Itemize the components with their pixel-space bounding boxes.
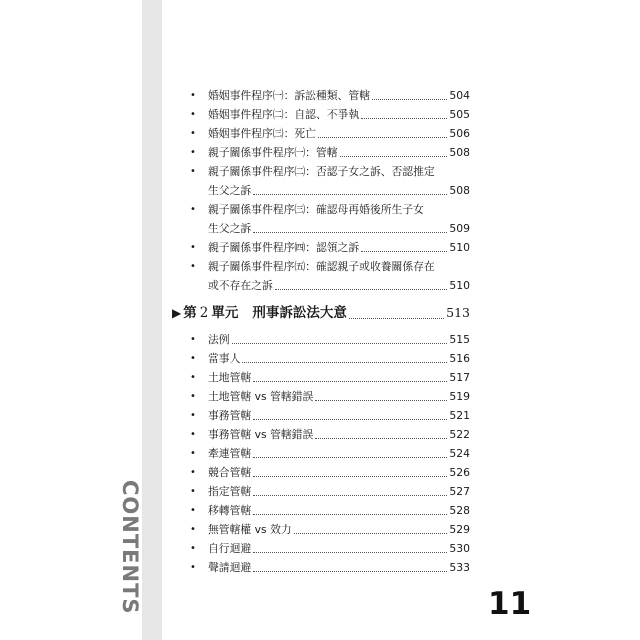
leader-dots <box>340 156 448 157</box>
toc-entry[interactable] <box>190 368 470 387</box>
toc-entry-label: 親子關係事件程序㈤：確認親子或收養關係存在 <box>208 260 435 273</box>
bullet-icon: • <box>190 372 196 383</box>
toc-entry[interactable] <box>190 406 470 425</box>
toc-entry[interactable] <box>190 482 470 501</box>
bullet-icon: • <box>190 166 196 177</box>
toc-entry-label: 牽連管轄 <box>208 447 252 460</box>
toc-entry-label: 親子關係事件程序㈡：否認子女之訴、否認推定 <box>208 165 435 178</box>
toc-entry-page: 526 <box>449 466 470 479</box>
page-number: 11 <box>488 586 532 622</box>
toc-entry-page: 505 <box>449 108 470 121</box>
bullet-icon: • <box>190 410 196 421</box>
bullet-icon: • <box>190 543 196 554</box>
toc-entry-page: 521 <box>449 409 470 422</box>
toc-entry-page: 508 <box>449 146 470 159</box>
toc-entry-page: 522 <box>449 428 470 441</box>
section-title: 刑事訴訟法大意 <box>252 305 347 321</box>
toc-entry-label-cont: 生父之訴 <box>208 184 252 197</box>
leader-dots <box>361 118 447 119</box>
bullet-icon: • <box>190 467 196 478</box>
section-suffix: 單元 <box>211 305 239 321</box>
bullet-icon: • <box>190 353 196 364</box>
leader-dots <box>242 362 447 363</box>
toc-entry[interactable] <box>190 539 470 558</box>
leader-dots <box>253 476 447 477</box>
bullet-icon: • <box>190 128 196 139</box>
leader-dots <box>318 137 447 138</box>
bullet-icon: • <box>190 90 196 101</box>
section-number: 2 <box>199 305 209 321</box>
section-prefix: 第 <box>183 305 197 321</box>
toc-entry-page: 508 <box>449 184 470 197</box>
toc-entry-page: 524 <box>449 447 470 460</box>
bullet-icon: • <box>190 486 196 497</box>
bullet-icon: • <box>190 391 196 402</box>
bullet-icon: • <box>190 147 196 158</box>
toc-entry-page: 533 <box>449 561 470 574</box>
toc-entry-page: 527 <box>449 485 470 498</box>
leader-dots <box>315 438 447 439</box>
toc-entry-label: 土地管轄 vs 管轄錯誤 <box>208 390 314 403</box>
toc-entry[interactable] <box>190 444 470 463</box>
toc-entry-label: 事務管轄 vs 管轄錯誤 <box>208 428 314 441</box>
leader-dots <box>361 251 447 252</box>
toc-entry-label: 親子關係事件程序㈣：認領之訴 <box>208 241 360 254</box>
toc-list-top <box>190 86 470 295</box>
toc-entry-page: 519 <box>449 390 470 403</box>
toc-entry-label: 事務管轄 <box>208 409 252 422</box>
toc-entry-label: 親子關係事件程序㈢：確認母再婚後所生子女 <box>208 203 424 216</box>
toc-entry[interactable] <box>190 143 470 162</box>
bullet-icon: • <box>190 334 196 345</box>
bullet-icon: • <box>190 562 196 573</box>
triangle-right-icon: ▶ <box>172 306 182 320</box>
leader-dots <box>232 343 448 344</box>
toc-entry-page: 515 <box>449 333 470 346</box>
toc-entry-page: 510 <box>449 241 470 254</box>
toc-entry[interactable] <box>190 349 470 368</box>
leader-dots <box>294 533 448 534</box>
toc-entry-page: 529 <box>449 523 470 536</box>
toc-entry[interactable] <box>190 520 470 539</box>
toc-entry[interactable] <box>190 501 470 520</box>
leader-dots <box>253 419 447 420</box>
toc-entry-label: 婚姻事件程序㈡：自認、不爭執 <box>208 108 360 121</box>
section-page: 513 <box>446 305 470 320</box>
leader-dots <box>349 318 444 319</box>
toc-entry-label: 婚姻事件程序㈢：死亡 <box>208 127 316 140</box>
toc-entry-label: 自行迴避 <box>208 542 252 555</box>
bullet-icon: • <box>190 242 196 253</box>
contents-label-text: CONTENTS <box>118 480 142 615</box>
section-heading[interactable] <box>172 302 470 324</box>
toc-entry[interactable] <box>190 387 470 406</box>
toc-entry-label: 親子關係事件程序㈠：管轄 <box>208 146 338 159</box>
leader-dots <box>253 495 447 496</box>
toc-entry-page: 506 <box>449 127 470 140</box>
toc-entry-page: 517 <box>449 371 470 384</box>
toc-entry-page: 504 <box>449 89 470 102</box>
leader-dots <box>253 571 447 572</box>
bullet-icon: • <box>190 505 196 516</box>
toc-entry-label: 無管轄權 vs 效力 <box>208 523 292 536</box>
bullet-icon: • <box>190 204 196 215</box>
toc-entry-label: 聲請迴避 <box>208 561 252 574</box>
toc-entry-label: 競合管轄 <box>208 466 252 479</box>
toc-entry-label: 指定管轄 <box>208 485 252 498</box>
toc-entry-label-cont: 生父之訴 <box>208 222 252 235</box>
toc-entry-page: 516 <box>449 352 470 365</box>
toc-entry[interactable] <box>190 330 470 349</box>
toc-entry[interactable] <box>190 162 470 200</box>
bullet-icon: • <box>190 261 196 272</box>
leader-dots <box>253 457 447 458</box>
contents-side-label <box>104 480 152 615</box>
leader-dots <box>253 514 447 515</box>
toc-entry[interactable] <box>190 463 470 482</box>
leader-dots <box>253 552 447 553</box>
leader-dots <box>253 381 447 382</box>
leader-dots <box>275 289 448 290</box>
toc-entry-label: 移轉管轄 <box>208 504 252 517</box>
leader-dots <box>315 400 447 401</box>
toc-entry[interactable] <box>190 124 470 143</box>
toc-list-bottom <box>190 330 470 577</box>
toc-entry[interactable] <box>190 257 470 295</box>
toc-entry-label-cont: 或不存在之訴 <box>208 279 273 292</box>
toc-entry[interactable] <box>190 425 470 444</box>
bullet-icon: • <box>190 448 196 459</box>
toc-entry[interactable] <box>190 238 470 257</box>
toc-entry-label: 土地管轄 <box>208 371 252 384</box>
leader-dots <box>253 232 447 233</box>
toc-entry-page: 510 <box>449 279 470 292</box>
bullet-icon: • <box>190 109 196 120</box>
toc-entry[interactable] <box>190 558 470 577</box>
toc-entry-page: 528 <box>449 504 470 517</box>
bullet-icon: • <box>190 524 196 535</box>
toc-entry-page: 530 <box>449 542 470 555</box>
bullet-icon: • <box>190 429 196 440</box>
toc-entry[interactable] <box>190 105 470 124</box>
toc-entry-page: 509 <box>449 222 470 235</box>
leader-dots <box>372 99 447 100</box>
toc-entry[interactable] <box>190 86 470 105</box>
toc-entry-label: 法例 <box>208 333 230 346</box>
toc-entry-label: 當事人 <box>208 352 241 365</box>
leader-dots <box>253 194 447 195</box>
toc-entry-label: 婚姻事件程序㈠：訴訟種類、管轄 <box>208 89 370 102</box>
toc-entry[interactable] <box>190 200 470 238</box>
